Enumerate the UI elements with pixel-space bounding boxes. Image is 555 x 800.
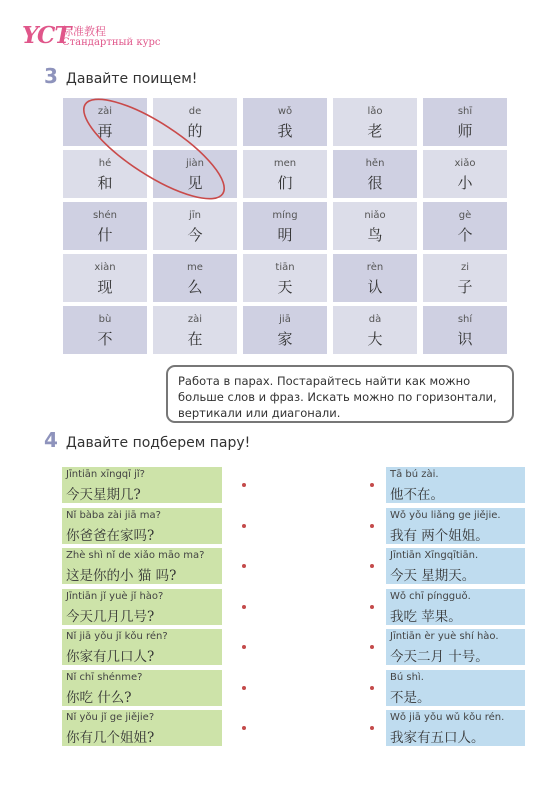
right-card-hanzi: 不是。	[390, 690, 431, 706]
left-card-pinyin: Nǐ yǒu jǐ ge jiějie?	[66, 712, 155, 723]
grid-cell[interactable]	[243, 150, 327, 198]
cell-pinyin: zài	[97, 106, 113, 117]
left-card-hanzi: 你吃 什么?	[66, 690, 132, 706]
left-card-hanzi: 你有几个姐姐?	[66, 730, 155, 746]
right-match-dot[interactable]	[370, 726, 374, 730]
right-card[interactable]	[386, 508, 525, 544]
cell-hanzi: 什	[97, 226, 113, 244]
cell-hanzi: 今	[187, 226, 203, 244]
left-match-dot[interactable]	[242, 686, 246, 690]
right-card-pinyin: Wǒ chī píngguǒ.	[390, 591, 471, 602]
left-card-pinyin: Nǐ jiā yǒu jǐ kǒu rén?	[66, 631, 168, 642]
cell-pinyin: lǎo	[367, 106, 383, 117]
left-card-pinyin: Nǐ chī shénme?	[66, 672, 143, 683]
left-card-hanzi: 你家有几口人?	[66, 649, 155, 665]
right-match-dot[interactable]	[370, 564, 374, 568]
grid-cell[interactable]	[63, 254, 147, 302]
left-match-dot[interactable]	[242, 645, 246, 649]
left-card-pinyin: Zhè shì nǐ de xiǎo māo ma?	[66, 550, 205, 561]
cell-pinyin: zi	[460, 262, 470, 273]
cell-hanzi: 大	[367, 330, 383, 348]
cell-hanzi: 老	[367, 122, 383, 140]
cell-pinyin: shī	[457, 106, 473, 117]
grid-cell[interactable]	[153, 98, 237, 146]
right-match-dot[interactable]	[370, 524, 374, 528]
cell-hanzi: 子	[457, 278, 473, 296]
right-card-pinyin: Tā bú zài.	[390, 469, 439, 480]
cell-pinyin: dà	[368, 314, 382, 325]
header-subtitle-ru: Стандартный курс	[62, 37, 161, 48]
grid-cell[interactable]	[423, 150, 507, 198]
cell-hanzi: 师	[457, 122, 473, 140]
cell-hanzi: 我	[277, 122, 293, 140]
left-card[interactable]	[62, 508, 222, 544]
cell-hanzi: 和	[97, 174, 113, 192]
cell-hanzi: 么	[187, 278, 203, 296]
cell-hanzi: 现	[97, 278, 113, 296]
grid-cell[interactable]	[333, 254, 417, 302]
cell-pinyin: niǎo	[364, 210, 386, 221]
cell-hanzi: 不	[97, 330, 113, 348]
grid-cell[interactable]	[333, 202, 417, 250]
cell-pinyin: hé	[98, 158, 112, 169]
cell-pinyin: bù	[98, 314, 112, 325]
left-card[interactable]	[62, 629, 222, 665]
cell-hanzi: 个	[457, 226, 473, 244]
left-match-dot[interactable]	[242, 564, 246, 568]
cell-hanzi: 天	[277, 278, 293, 296]
left-card-pinyin: Nǐ bàba zài jiā ma?	[66, 510, 161, 521]
instruction-note: Работа в парах. Постарайтесь найти как можно больше слов и фраз. Искать можно по горизонтали, вертикали или диагонали.	[166, 365, 514, 423]
task3-heading	[44, 64, 197, 88]
logo: YCT	[22, 22, 71, 49]
left-match-dot[interactable]	[242, 605, 246, 609]
left-card-pinyin: Jīntiān jǐ yuè jǐ hào?	[66, 591, 164, 602]
left-card-pinyin: Jīntiān xīngqī jǐ?	[66, 469, 145, 480]
cell-pinyin: me	[187, 262, 203, 273]
right-card[interactable]	[386, 589, 525, 625]
cell-pinyin: xiàn	[94, 262, 116, 273]
cell-hanzi: 认	[367, 278, 383, 296]
grid-cell[interactable]	[243, 202, 327, 250]
right-card-hanzi: 我家有五口人。	[390, 730, 485, 746]
left-card-hanzi: 你爸爸在家吗?	[66, 528, 155, 544]
task4-heading	[44, 428, 250, 452]
cell-hanzi: 鸟	[367, 226, 383, 244]
cell-hanzi: 很	[367, 174, 383, 192]
left-card[interactable]	[62, 467, 222, 503]
right-card-hanzi: 他不在。	[390, 487, 444, 503]
cell-pinyin: míng	[272, 210, 298, 221]
right-match-dot[interactable]	[370, 483, 374, 487]
grid-cell[interactable]	[63, 202, 147, 250]
header	[22, 22, 242, 52]
right-match-dot[interactable]	[370, 605, 374, 609]
grid-cell[interactable]	[333, 98, 417, 146]
grid-cell[interactable]	[63, 98, 147, 146]
right-match-dot[interactable]	[370, 645, 374, 649]
cell-pinyin: rèn	[366, 262, 384, 273]
grid-cell[interactable]	[243, 306, 327, 354]
grid-cell[interactable]	[423, 254, 507, 302]
right-card[interactable]	[386, 467, 525, 503]
right-card-pinyin: Jīntiān Xīngqītiān.	[390, 550, 479, 561]
cell-hanzi: 再	[97, 122, 113, 140]
cell-pinyin: jīn	[189, 210, 201, 221]
cell-hanzi: 识	[457, 330, 473, 348]
cell-pinyin: zài	[187, 314, 203, 325]
grid-cell[interactable]	[153, 306, 237, 354]
cell-hanzi: 明	[277, 226, 293, 244]
grid-cell[interactable]	[333, 150, 417, 198]
right-card-pinyin: Wǒ yǒu liǎng ge jiějie.	[390, 510, 501, 521]
cell-hanzi: 的	[187, 122, 203, 140]
left-match-dot[interactable]	[242, 726, 246, 730]
right-match-dot[interactable]	[370, 686, 374, 690]
left-card[interactable]	[62, 710, 222, 746]
grid-cell[interactable]	[63, 306, 147, 354]
grid-cell[interactable]	[423, 98, 507, 146]
right-card[interactable]	[386, 670, 525, 706]
cell-pinyin: hěn	[365, 158, 385, 169]
cell-hanzi: 在	[187, 330, 203, 348]
task3-number: 3	[44, 64, 58, 88]
cell-pinyin: gè	[458, 210, 472, 221]
grid-cell[interactable]	[333, 306, 417, 354]
grid-cell[interactable]	[243, 98, 327, 146]
cell-pinyin: jiā	[279, 314, 291, 325]
right-card-hanzi: 我吃 苹果。	[390, 609, 462, 625]
cell-pinyin: shí	[457, 314, 473, 325]
left-match-dot[interactable]	[242, 524, 246, 528]
right-card-hanzi: 今天 星期天。	[390, 568, 476, 584]
right-card-pinyin: Jīntiān èr yuè shí hào.	[390, 631, 499, 642]
grid-cell[interactable]	[423, 202, 507, 250]
right-card[interactable]	[386, 548, 525, 584]
grid-cell[interactable]	[423, 306, 507, 354]
task4-title: Давайте подберем пару!	[65, 435, 251, 451]
cell-pinyin: shén	[92, 210, 118, 221]
left-card-hanzi: 这是你的小 猫 吗?	[66, 568, 177, 584]
cell-pinyin: jiàn	[185, 158, 205, 169]
left-card-hanzi: 今天几月几号?	[66, 609, 155, 625]
header-subtitle-cn: 标准教程	[62, 25, 106, 38]
grid-cell[interactable]	[153, 254, 237, 302]
right-card-hanzi: 今天二月 十号。	[390, 649, 489, 665]
cell-pinyin: men	[273, 158, 297, 169]
right-card[interactable]	[386, 710, 525, 746]
grid-cell[interactable]	[243, 254, 327, 302]
grid-cell[interactable]	[153, 202, 237, 250]
grid-cell[interactable]	[63, 150, 147, 198]
left-match-dot[interactable]	[242, 483, 246, 487]
right-card-hanzi: 我有 两个姐姐。	[390, 528, 489, 544]
right-card-pinyin: Bú shì.	[390, 672, 424, 683]
left-card[interactable]	[62, 589, 222, 625]
cell-hanzi: 见	[187, 174, 203, 192]
right-card-pinyin: Wǒ jiā yǒu wǔ kǒu rén.	[390, 712, 505, 723]
left-card-hanzi: 今天星期几?	[66, 487, 141, 503]
cell-pinyin: tiān	[275, 262, 295, 273]
cell-pinyin: de	[188, 106, 202, 117]
task4-number: 4	[44, 428, 58, 452]
left-card[interactable]	[62, 670, 222, 706]
grid-cell[interactable]	[153, 150, 237, 198]
cell-hanzi: 家	[277, 330, 293, 348]
cell-hanzi: 们	[277, 174, 293, 192]
left-card[interactable]	[62, 548, 222, 584]
cell-pinyin: xiǎo	[454, 158, 476, 169]
task3-title: Давайте поищем!	[65, 71, 198, 87]
cell-pinyin: wǒ	[277, 106, 293, 117]
cell-hanzi: 小	[457, 174, 473, 192]
right-card[interactable]	[386, 629, 525, 665]
